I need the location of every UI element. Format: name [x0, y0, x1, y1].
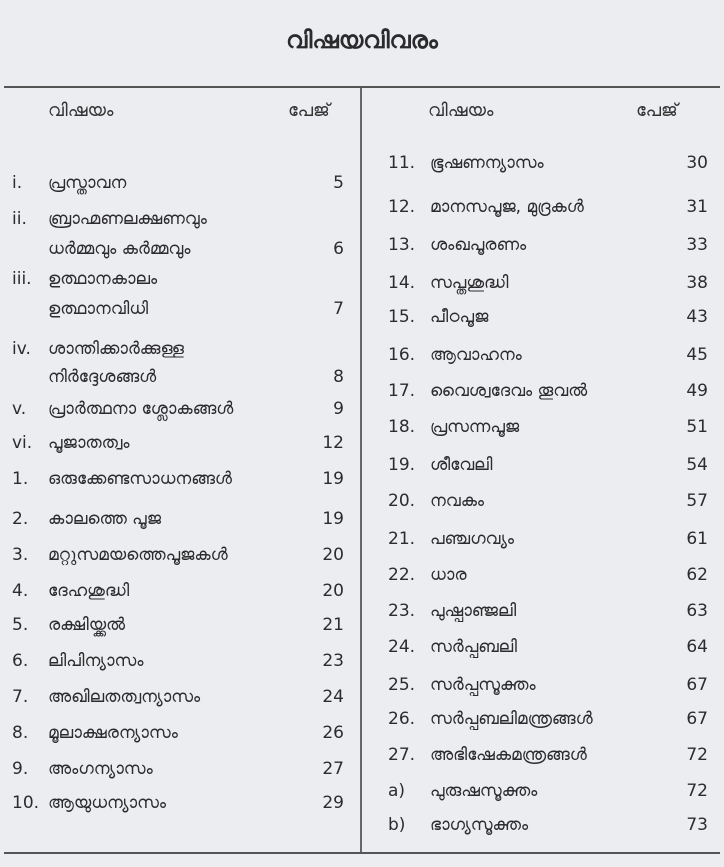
- toc-entry-page: 72: [686, 745, 708, 765]
- toc-entry-title: പ്രസന്നപൂജ: [430, 417, 520, 437]
- toc-entry-page: 21: [322, 615, 344, 635]
- toc-entry-number: 9.: [12, 759, 29, 779]
- toc-entry-number: 14.: [388, 273, 416, 293]
- toc-entry-title: നിർദ്ദേശങ്ങൾ: [48, 367, 157, 387]
- toc-entry-title: പുഷ്പാഞ്ജലി: [430, 601, 517, 621]
- toc-entry-page: 12: [322, 433, 344, 453]
- toc-entry-page: 43: [686, 307, 708, 327]
- toc-entry: [12, 172, 352, 196]
- toc-entry-title: സർപ്പബലിമന്ത്രങ്ങൾ: [430, 709, 593, 729]
- toc-entry-title: ധർമ്മവും കർമ്മവും: [48, 239, 191, 259]
- toc-entry: [388, 306, 714, 330]
- toc-entry-page: 64: [686, 637, 708, 657]
- toc-entry-number: 26.: [388, 709, 416, 729]
- toc-entry-page: 8: [333, 367, 344, 387]
- toc-entry-page: 49: [686, 381, 708, 401]
- toc-entry: [12, 208, 352, 262]
- toc-entry-number: ii.: [12, 209, 27, 229]
- toc-entry-number: 6.: [12, 651, 29, 671]
- toc-entry-number: 15.: [388, 307, 416, 327]
- toc-entry-page: 38: [686, 273, 708, 293]
- toc-entry-page: 24: [322, 687, 344, 707]
- toc-entry-page: 19: [322, 509, 344, 529]
- toc-entry: [388, 272, 714, 296]
- toc-entry-number: a): [388, 781, 406, 801]
- toc-entry: [388, 744, 714, 768]
- toc-entry-page: 23: [322, 651, 344, 671]
- toc-entry: [388, 708, 714, 732]
- toc-entry-title: ധാര: [430, 565, 467, 585]
- toc-entry-title: ഉത്ഥാനവിധി: [48, 299, 149, 319]
- toc-entry-number: 8.: [12, 723, 29, 743]
- toc-entry-title: സർപ്പസൂക്തം: [430, 675, 536, 695]
- toc-entry: [12, 544, 352, 568]
- toc-entry-number: vi.: [12, 433, 33, 453]
- toc-entry-page: 63: [686, 601, 708, 621]
- toc-entry: [12, 758, 352, 782]
- toc-entry-title: ശീവേലി: [430, 455, 493, 475]
- toc-entry-title: ആവാഹനം: [430, 345, 522, 365]
- toc-entry-title: പുരുഷസൂക്തം: [430, 781, 538, 801]
- toc-entry-page: 72: [686, 781, 708, 801]
- toc-entry-number: 10.: [12, 793, 40, 813]
- toc-entry-title: ഒരുക്കേണ്ടസാധനങ്ങൾ: [48, 469, 232, 489]
- toc-entry-title: അഭിഷേകമന്ത്രങ്ങൾ: [430, 745, 587, 765]
- toc-entry-number: 13.: [388, 235, 416, 255]
- toc-entry-page: 27: [322, 759, 344, 779]
- toc-entry: [12, 792, 352, 816]
- toc-entry: [388, 528, 714, 552]
- toc-entry: [388, 814, 714, 838]
- toc-entry-title: അംഗന്യാസം: [48, 759, 153, 779]
- toc-entry-page: 51: [686, 417, 708, 437]
- toc-entry: [12, 650, 352, 674]
- toc-entry-page: 9: [333, 399, 344, 419]
- toc-entry-number: 16.: [388, 345, 416, 365]
- toc-entry-number: 19.: [388, 455, 416, 475]
- toc-entry-number: iii.: [12, 269, 32, 289]
- toc-entry: [12, 580, 352, 604]
- toc-entry: [12, 398, 352, 422]
- toc-entry-title: മറ്റുസമയത്തെപൂജകൾ: [48, 545, 228, 565]
- toc-entry-page: 29: [322, 793, 344, 813]
- toc-entry-title: കാലത്തെ പൂജ: [48, 509, 162, 529]
- toc-entry: [12, 338, 352, 390]
- toc-entry-page: 7: [333, 299, 344, 319]
- toc-entry-title: ഭൂഷണന്യാസം: [430, 153, 544, 173]
- toc-entry-page: 45: [686, 345, 708, 365]
- column-divider: [360, 88, 362, 854]
- toc-entry-number: b): [388, 815, 406, 835]
- toc-entry-title: ഉത്ഥാനകാലം: [48, 269, 158, 289]
- toc-entry: [388, 416, 714, 440]
- toc-entry-number: 2.: [12, 509, 29, 529]
- toc-entry-page: 31: [686, 197, 708, 217]
- toc-entry-number: 5.: [12, 615, 29, 635]
- toc-entry-page: 67: [686, 709, 708, 729]
- toc-entry-page: 26: [322, 723, 344, 743]
- toc-entry-title: ദേഹശുദ്ധി: [48, 581, 130, 601]
- toc-entry-number: 1.: [12, 469, 29, 489]
- toc-entry-page: 5: [333, 173, 344, 193]
- toc-entry: [388, 564, 714, 588]
- toc-entry-page: 30: [686, 153, 708, 173]
- toc-entry-page: 57: [686, 491, 708, 511]
- toc-entry-title: പൂജാതത്വം: [48, 433, 130, 453]
- toc-entry-title: അഖിലതത്വന്യാസം: [48, 687, 201, 707]
- toc-entry: [388, 600, 714, 624]
- toc-entry: [12, 268, 352, 322]
- toc-entry-number: 11.: [388, 153, 416, 173]
- toc-entry-page: 73: [686, 815, 708, 835]
- right-subject-header: വിഷയം: [428, 100, 494, 121]
- toc-entry-title: രക്ഷിയ്ക്കൽ: [48, 615, 126, 635]
- toc-entry: [12, 722, 352, 746]
- page-title: വിഷയവിവരം: [286, 26, 438, 54]
- toc-entry-title: ശംഖപൂരണം: [430, 235, 527, 255]
- toc-entry: [12, 432, 352, 456]
- toc-entry: [12, 468, 352, 492]
- toc-entry-number: 17.: [388, 381, 416, 401]
- toc-entry-number: 7.: [12, 687, 29, 707]
- toc-entry-page: 54: [686, 455, 708, 475]
- toc-entry: [388, 344, 714, 368]
- toc-entry-title: ആയുധന്യാസം: [48, 793, 167, 813]
- toc-entry: [12, 686, 352, 710]
- toc-entry-page: 62: [686, 565, 708, 585]
- right-page-header: പേജ്: [636, 100, 678, 121]
- toc-entry-page: 67: [686, 675, 708, 695]
- toc-entry-title: വൈശ്വദേവം തൂവൽ: [430, 381, 588, 401]
- toc-entry-title: ശാന്തിക്കാർക്കുള്ള: [48, 339, 184, 359]
- toc-entry-title: പ്രാർത്ഥനാ ശ്ലോകങ്ങൾ: [48, 399, 234, 419]
- toc-entry-page: 33: [686, 235, 708, 255]
- toc-entry: [388, 490, 714, 514]
- toc-entry-title: മൂലാക്ഷരന്യാസം: [48, 723, 178, 743]
- toc-entry: [388, 674, 714, 698]
- toc-entry-title: ഭാഗ്യസൂക്തം: [430, 815, 529, 835]
- toc-entry: [388, 780, 714, 804]
- toc-entry-number: 27.: [388, 745, 416, 765]
- toc-entry-title: നവകം: [430, 491, 485, 511]
- left-subject-header: വിഷയം: [48, 100, 114, 121]
- toc-entry-page: 20: [322, 581, 344, 601]
- toc-entry-page: 19: [322, 469, 344, 489]
- toc-entry-title: സപ്തശുദ്ധി: [430, 273, 509, 293]
- toc-entry-page: 6: [333, 239, 344, 259]
- toc-entry: [388, 636, 714, 660]
- toc-entry-number: 4.: [12, 581, 29, 601]
- toc-entry-number: 12.: [388, 197, 416, 217]
- toc-entry-number: 21.: [388, 529, 416, 549]
- toc-entry-page: 20: [322, 545, 344, 565]
- toc-entry-number: 22.: [388, 565, 416, 585]
- toc-entry: [388, 152, 714, 176]
- toc-entry-number: iv.: [12, 339, 31, 359]
- toc-entry-number: i.: [12, 173, 23, 193]
- toc-entry-title: സർപ്പബലി: [430, 637, 517, 657]
- toc-entry-title: മാനസപൂജ, മുദ്രകൾ: [430, 197, 584, 217]
- toc-entry: [388, 196, 714, 220]
- toc-entry-title: ലിപിന്യാസം: [48, 651, 144, 671]
- toc-entry-number: 25.: [388, 675, 416, 695]
- toc-entry-number: 20.: [388, 491, 416, 511]
- toc-entry-number: 24.: [388, 637, 416, 657]
- toc-entry-title: പഞ്ചഗവ്യം: [430, 529, 514, 549]
- toc-entry-title: പ്രസ്താവന: [48, 173, 127, 193]
- toc-entry-number: 23.: [388, 601, 416, 621]
- bottom-rule: [4, 852, 720, 854]
- toc-entry-number: v.: [12, 399, 27, 419]
- toc-entry-number: 3.: [12, 545, 29, 565]
- top-rule: [4, 86, 720, 88]
- toc-entry: [12, 614, 352, 638]
- toc-entry: [388, 454, 714, 478]
- left-page-header: പേജ്: [288, 100, 330, 121]
- toc-entry-page: 61: [686, 529, 708, 549]
- toc-entry-number: 18.: [388, 417, 416, 437]
- toc-entry: [12, 508, 352, 532]
- toc-entry-title: ബ്രാഹ്മണലക്ഷണവും: [48, 209, 207, 229]
- toc-entry: [388, 234, 714, 258]
- toc-entry: [388, 380, 714, 404]
- toc-entry-title: പീഠപൂജ: [430, 307, 489, 327]
